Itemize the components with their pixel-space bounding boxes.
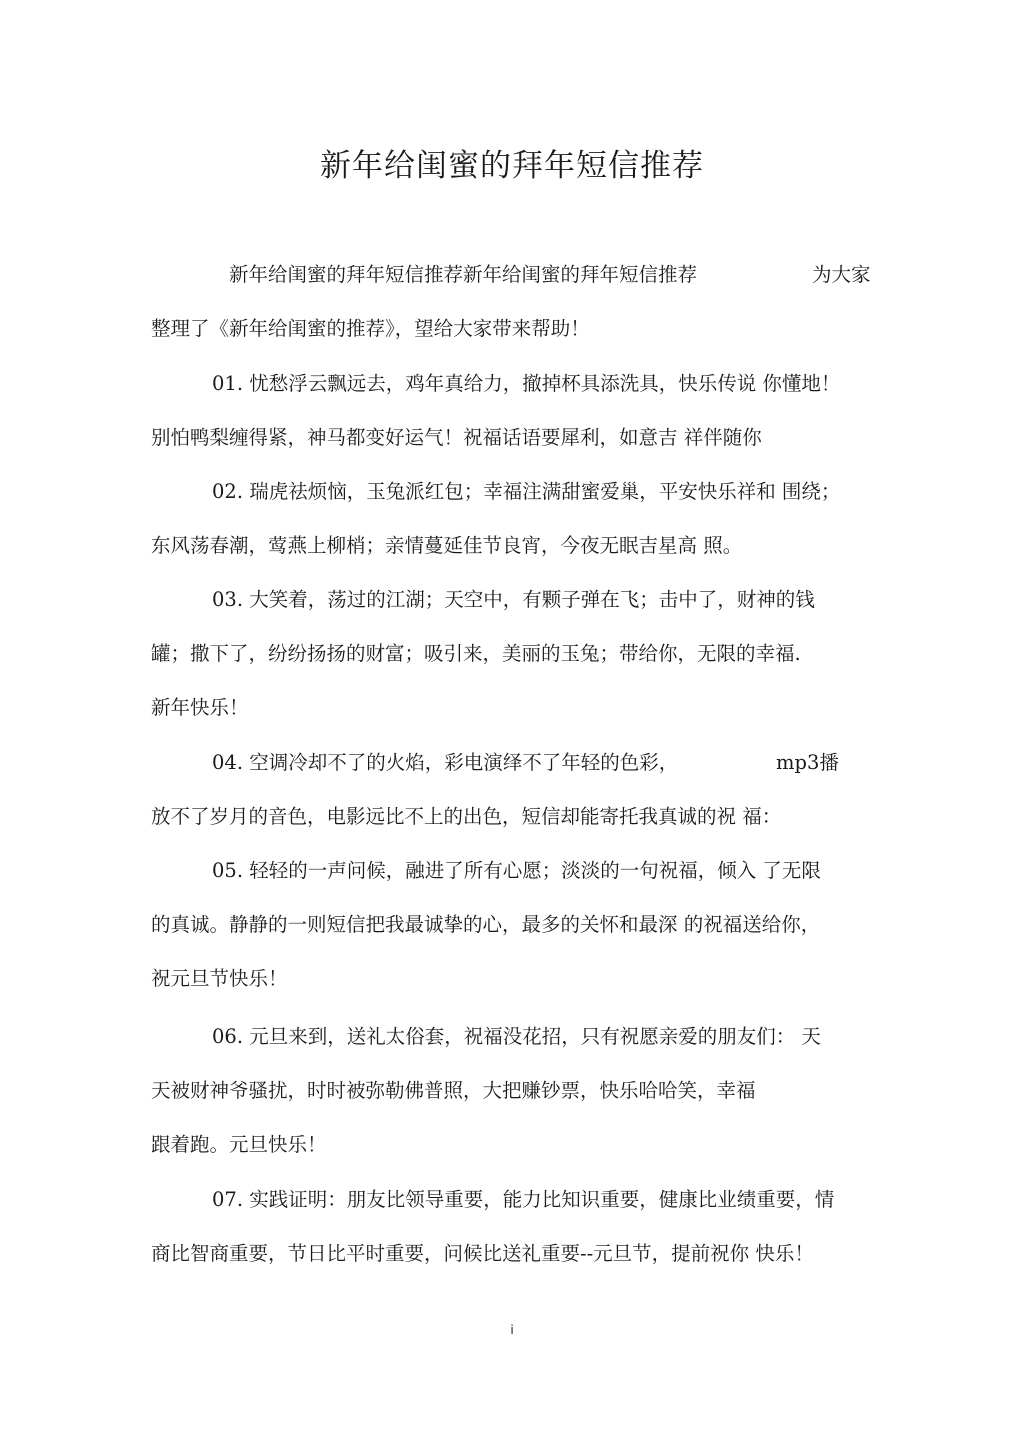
body-line: 天被财神爷骚扰，时时被弥勒佛普照，大把赚钞票，快乐哈哈笑，幸福 xyxy=(151,1079,756,1102)
body-line: 商比智商重要，节日比平时重要，问候比送礼重要--元旦节，提前祝你 快乐！ xyxy=(151,1242,814,1265)
body-line: 东风荡春潮，莺燕上柳梢；亲情蔓延佳节良宵，今夜无眠吉星高 照。 xyxy=(151,534,743,557)
document-title: 新年给闺蜜的拜年短信推荐 xyxy=(320,148,704,184)
body-line: 祝元旦节快乐！ xyxy=(151,967,288,990)
body-line: 新年快乐！ xyxy=(151,696,249,719)
page-number: i xyxy=(510,1323,514,1337)
body-line: 07. 实践证明：朋友比领导重要，能力比知识重要，健康比业绩重要，情 xyxy=(212,1188,835,1211)
body-line: mp3播 xyxy=(776,751,839,774)
body-line: 03. 大笑着，荡过的江湖；天空中，有颗子弹在飞；击中了，财神的钱 xyxy=(212,588,815,611)
body-line: 跟着跑。元旦快乐！ xyxy=(151,1133,327,1156)
body-line: 的真诚。静静的一则短信把我最诚挚的心，最多的关怀和最深 的祝福送给你， xyxy=(151,913,821,936)
body-line: 别怕鸭梨缠得紧，神马都变好运气！祝福话语要犀利，如意吉 祥伴随你 xyxy=(151,426,762,449)
body-line: 04. 空调冷却不了的火焰，彩电演绎不了年轻的色彩， xyxy=(212,751,679,774)
body-line: 为大家 xyxy=(812,263,871,286)
body-line: 新年给闺蜜的拜年短信推荐新年给闺蜜的拜年短信推荐 xyxy=(229,263,698,286)
body-line: 02. 瑞虎祛烦恼，玉兔派红包；幸福注满甜蜜爱巢，平安快乐祥和 围绕； xyxy=(212,480,841,503)
body-line: 放不了岁月的音色，电影远比不上的出色，短信却能寄托我真诚的祝 福： xyxy=(151,805,782,828)
body-line: 罐；撒下了，纷纷扬扬的财富；吸引来，美丽的玉兔；带给你，无限的幸福. xyxy=(151,642,801,665)
body-line: 整理了《新年给闺蜜的推荐》，望给大家带来帮助！ xyxy=(151,317,590,340)
body-line: 05. 轻轻的一声问候，融进了所有心愿；淡淡的一句祝福，倾入 了无限 xyxy=(212,859,821,882)
body-line: 01. 忧愁浮云飘远去，鸡年真给力，撤掉杯具添洗具，快乐传说 你懂地！ xyxy=(212,372,841,395)
body-line: 06. 元旦来到，送礼太俗套，祝福没花招，只有祝愿亲爱的朋友们： 天 xyxy=(212,1025,821,1048)
